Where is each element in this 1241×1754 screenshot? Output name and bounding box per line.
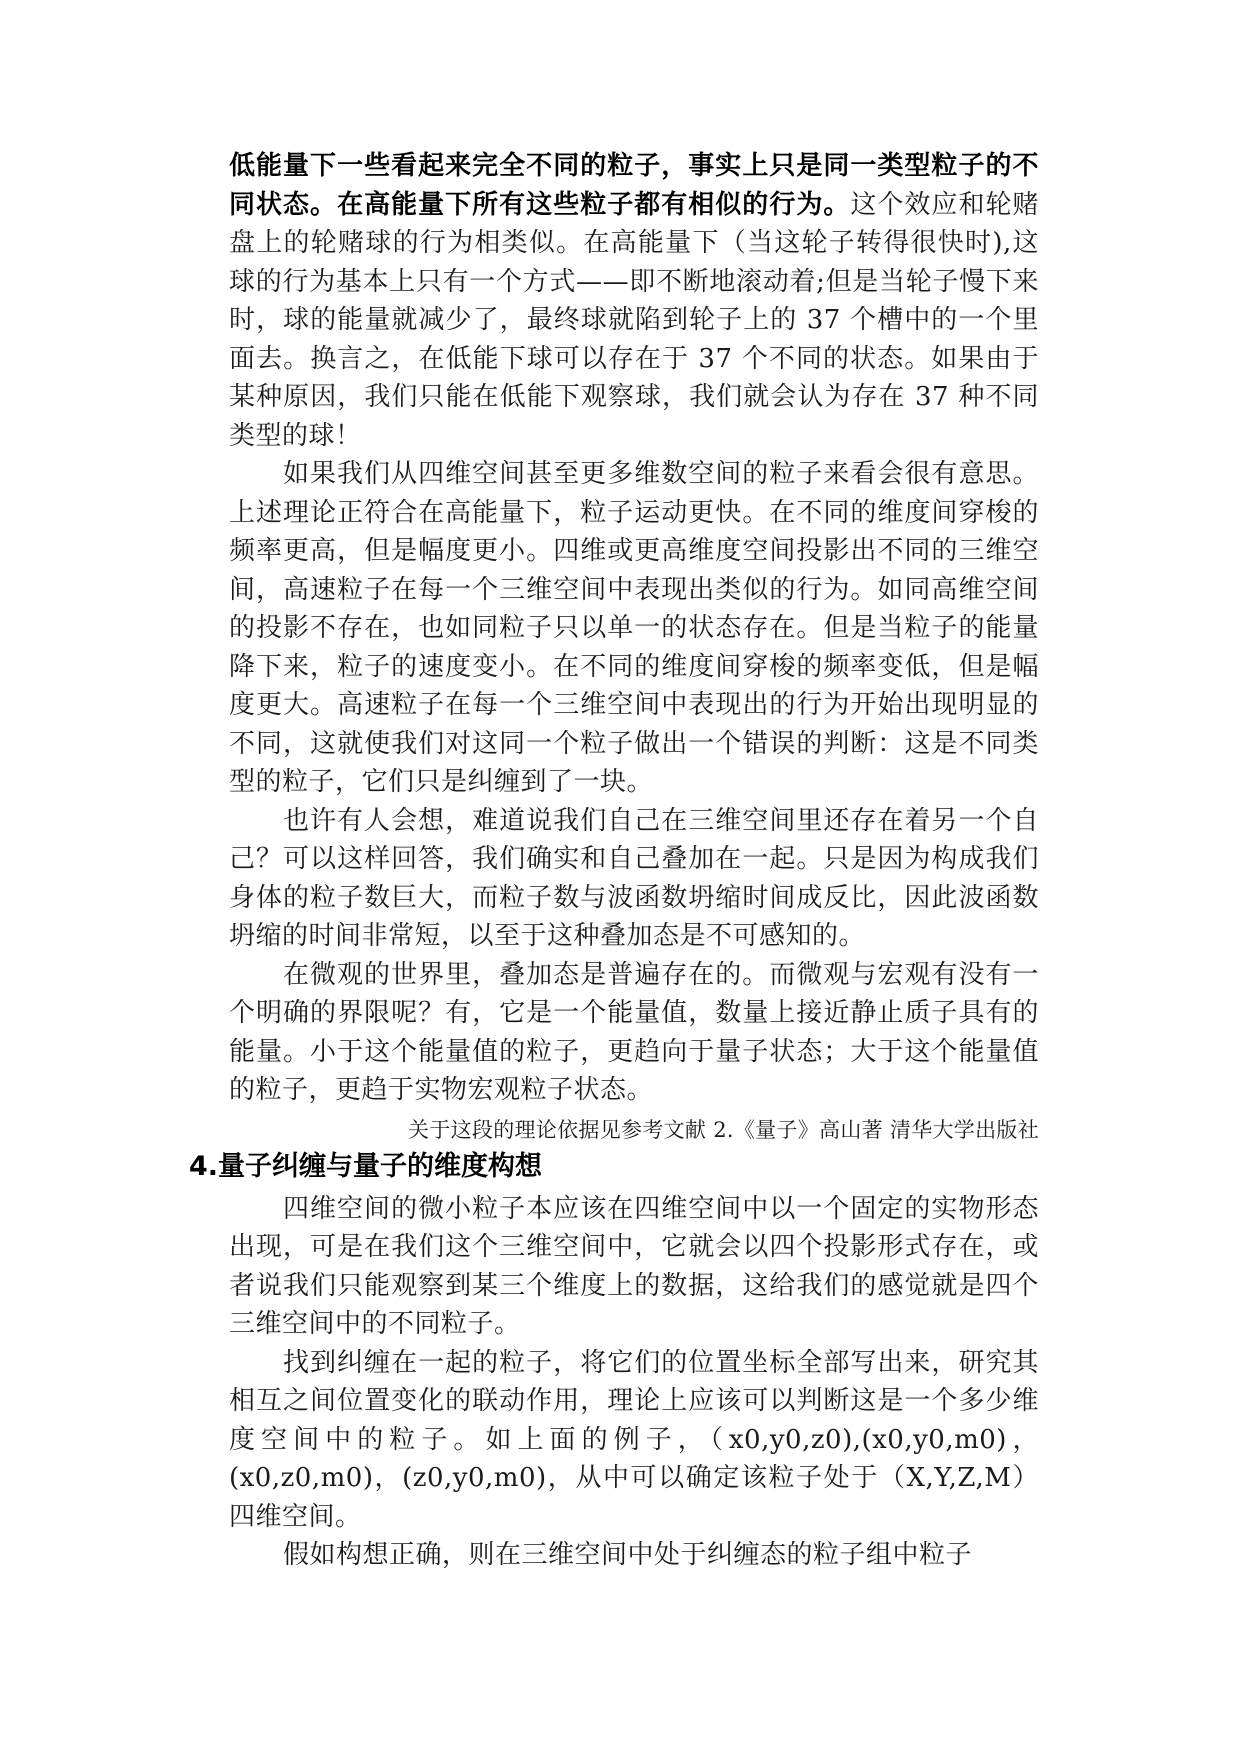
- paragraph-hypothesis: 假如构想正确，则在三维空间中处于纠缠态的粒子组中粒子: [283, 1540, 973, 1570]
- paragraph-roulette-text: 这个效应和轮赌盘上的轮赌球的行为相类似。在高能量下（当这轮子转得很快时),这球的行为基本上只有一个方式——即不断地滚动着;但是当轮子慢下来时，球的能量就减少了，最终球就陷到轮子上的 37 个槽中的一个里面去。换言之，在低能下球可以存在于 37 个不同的状态。如果由于某种原因，我们只能在低能下观察球，我们就会认为存在 37 种不同类型的球！: [229, 189, 1039, 451]
- paragraph-four-projections: 四维空间的微小粒子本应该在四维空间中以一个固定的实物形态出现，可是在我们这个三维空间中，它就会以四个投影形式存在，或者说我们只能观察到某三个维度上的数据，这给我们的感觉就是四个三维空间中的不同粒子。: [229, 1193, 1039, 1339]
- section-heading: 4.量子纠缠与量子的维度构想: [189, 1150, 543, 1182]
- paragraph-four-dimensional-particles: 如果我们从四维空间甚至更多维数空间的粒子来看会很有意思。上述理论正符合在高能量下，粒子运动更快。在不同的维度间穿梭的频率更高，但是幅度更小。四维或更高维度空间投影出不同的三维空间，高速粒子在每一个三维空间中表现出类似的行为。如同高维空间的投影不存在，也如同粒子只以单一的状态存在。但是当粒子的能量降下来，粒子的速度变小。在不同的维度间穿梭的频率变低，但是幅度更大。高速粒子在每一个三维空间中表现出的行为开始出现明显的不同，这就使我们对这同一个粒子做出一个错误的判断：这是不同类型的粒子，它们只是纠缠到了一块。: [229, 459, 1039, 797]
- reference-note: 关于这段的理论依据见参考文献 2.《量子》高山著 清华大学出版社: [408, 1117, 1039, 1142]
- document-body: [189, 147, 1039, 1575]
- paragraph-entangled-coordinates: 找到纠缠在一起的粒子，将它们的位置坐标全部写出来，研究其相互之间位置变化的联动作用，理论上应该可以判断这是一个多少维度空间中的粒子。如上面的例子，（x0,y0,z0),(x0,y0,m0)，(x0,z0,m0)，(z0,y0,m0)，从中可以确定该粒子处于（X,Y,Z,M）四维空间。: [229, 1347, 1039, 1532]
- paragraph-self-superposition: 也许有人会想，难道说我们自己在三维空间里还存在着另一个自己？可以这样回答，我们确实和自己叠加在一起。只是因为构成我们身体的粒子数巨大，而粒子数与波函数坍缩时间成反比，因此波函数坍缩的时间非常短，以至于这种叠加态是不可感知的。: [229, 805, 1039, 951]
- bold-key-statement: 低能量下一些看起来完全不同的粒子，事实上只是同一类型粒子的不同状态。在高能量下所有这些粒子都有相似的行为。: [229, 151, 1039, 220]
- paragraph-roulette-analogy: [229, 147, 1039, 455]
- paragraph-micro-macro-boundary: 在微观的世界里，叠加态是普遍存在的。而微观与宏观有没有一个明确的界限呢？有，它是一个能量值，数量上接近静止质子具有的能量。小于这个能量值的粒子，更趋向于量子状态；大于这个能量值的粒子，更趋于实物宏观粒子状态。: [229, 959, 1039, 1105]
